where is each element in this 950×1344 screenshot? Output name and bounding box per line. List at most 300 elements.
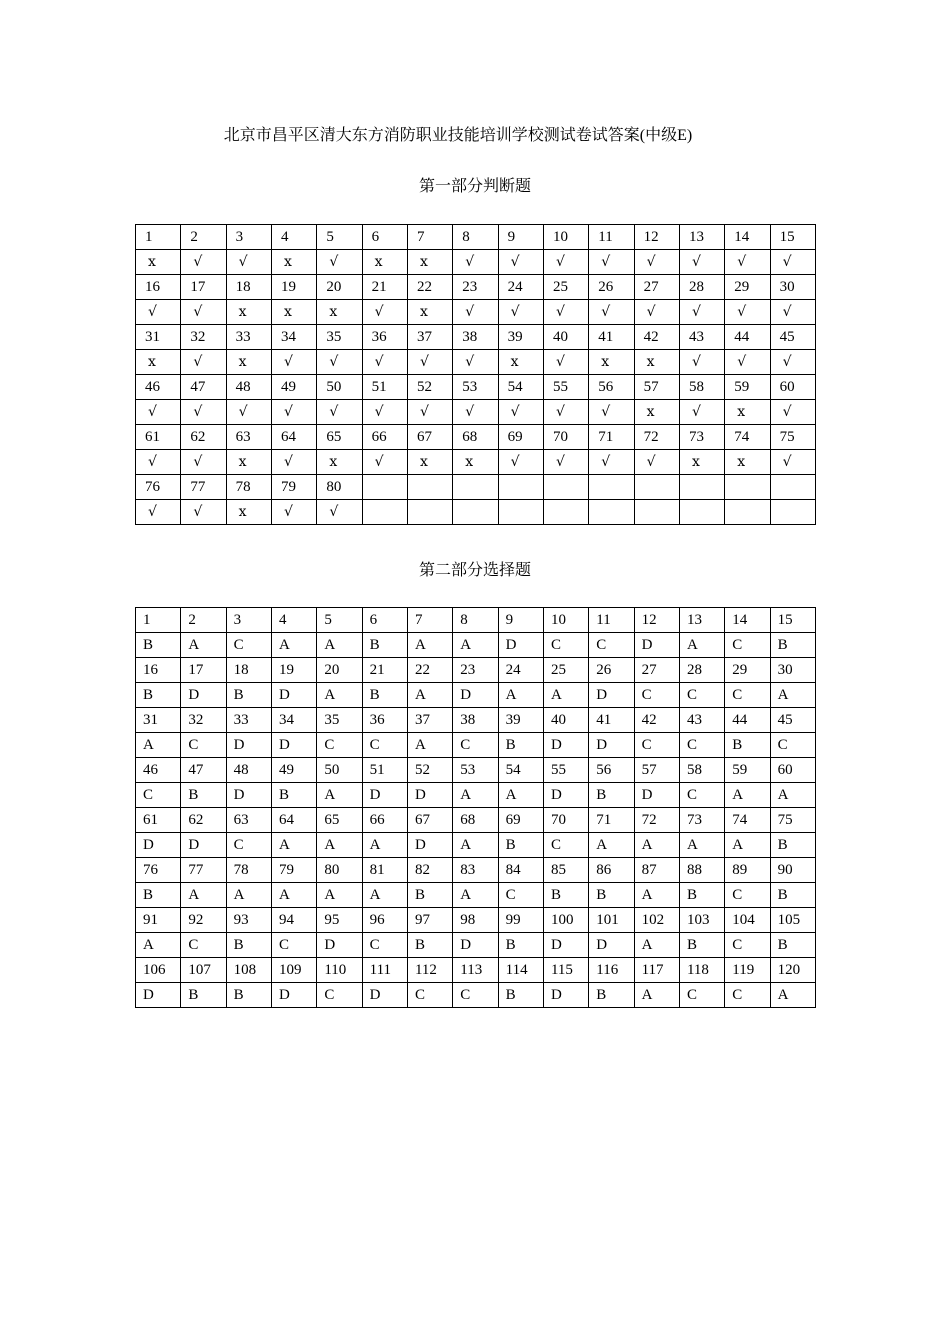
- answer-cell: C: [725, 933, 770, 958]
- answer-cell: D: [181, 833, 226, 858]
- answer-cell: B: [498, 833, 543, 858]
- question-number-cell: 57: [634, 375, 679, 400]
- choice-section-title: 第二部分选择题: [418, 562, 531, 579]
- answer-cell: A: [271, 833, 316, 858]
- answer-cell: √: [362, 400, 407, 425]
- answer-row: [136, 683, 816, 708]
- answer-cell: A: [407, 683, 452, 708]
- question-number-cell: 36: [362, 325, 407, 350]
- answer-cell: B: [770, 833, 815, 858]
- question-number-cell: 107: [181, 958, 226, 983]
- question-number-row: [136, 275, 816, 300]
- question-number-cell: 82: [407, 858, 452, 883]
- question-number-cell: 37: [407, 325, 452, 350]
- answer-row: [136, 500, 816, 525]
- question-number-cell: 10: [543, 608, 588, 633]
- question-number-cell: 39: [498, 325, 543, 350]
- answer-cell: √: [679, 300, 724, 325]
- answer-cell: C: [271, 933, 316, 958]
- answer-cell: √: [136, 450, 181, 475]
- question-number-cell: 70: [543, 808, 588, 833]
- answer-cell: C: [453, 733, 498, 758]
- answer-cell: √: [543, 300, 588, 325]
- question-number-cell: 9: [498, 608, 543, 633]
- question-number-cell: 102: [634, 908, 679, 933]
- question-number-cell: 74: [725, 425, 770, 450]
- question-number-row: [136, 758, 816, 783]
- question-number-cell: 19: [271, 275, 316, 300]
- question-number-cell: [679, 475, 724, 500]
- answer-cell: √: [317, 400, 362, 425]
- answer-cell: D: [226, 733, 271, 758]
- answer-cell: A: [136, 733, 181, 758]
- answer-cell: √: [634, 450, 679, 475]
- question-number-cell: 111: [362, 958, 407, 983]
- answer-cell: D: [543, 933, 588, 958]
- answer-cell: B: [498, 733, 543, 758]
- answer-cell: √: [453, 250, 498, 275]
- question-number-row: [136, 658, 816, 683]
- question-number-cell: 57: [634, 758, 679, 783]
- answer-cell: B: [362, 633, 407, 658]
- question-number-cell: 88: [679, 858, 724, 883]
- answer-cell: B: [362, 683, 407, 708]
- answer-cell: C: [317, 733, 362, 758]
- answer-cell: A: [181, 633, 226, 658]
- answer-cell: D: [589, 683, 634, 708]
- question-number-cell: 112: [407, 958, 452, 983]
- question-number-cell: 23: [453, 658, 498, 683]
- question-number-cell: 47: [181, 375, 226, 400]
- question-number-cell: 70: [543, 425, 588, 450]
- answer-cell: √: [271, 400, 316, 425]
- question-number-cell: 8: [453, 608, 498, 633]
- question-number-cell: 58: [679, 758, 724, 783]
- answer-cell: x: [136, 250, 181, 275]
- question-number-cell: 94: [271, 908, 316, 933]
- question-number-cell: 20: [317, 275, 362, 300]
- question-number-cell: 66: [362, 425, 407, 450]
- question-number-cell: 108: [226, 958, 271, 983]
- answer-cell: C: [725, 883, 770, 908]
- answer-cell: B: [136, 683, 181, 708]
- answer-cell: √: [453, 300, 498, 325]
- answer-cell: [498, 500, 543, 525]
- question-number-cell: 101: [589, 908, 634, 933]
- question-number-cell: 28: [679, 658, 724, 683]
- question-number-cell: 27: [634, 275, 679, 300]
- question-number-cell: 53: [453, 375, 498, 400]
- question-number-cell: 36: [362, 708, 407, 733]
- answer-cell: B: [589, 883, 634, 908]
- question-number-cell: 14: [725, 225, 770, 250]
- question-number-cell: 58: [679, 375, 724, 400]
- question-number-cell: 52: [407, 375, 452, 400]
- question-number-cell: 12: [634, 225, 679, 250]
- question-number-cell: 78: [226, 475, 271, 500]
- answer-cell: √: [589, 450, 634, 475]
- answer-cell: √: [271, 500, 316, 525]
- question-number-row: [136, 475, 816, 500]
- answer-cell: D: [453, 683, 498, 708]
- question-number-cell: 51: [362, 375, 407, 400]
- answer-cell: A: [362, 883, 407, 908]
- question-number-cell: 79: [271, 858, 316, 883]
- answer-cell: √: [543, 350, 588, 375]
- question-number-cell: 13: [679, 225, 724, 250]
- answer-cell: B: [498, 933, 543, 958]
- question-number-cell: 71: [589, 808, 634, 833]
- answer-cell: x: [634, 400, 679, 425]
- answer-cell: √: [770, 400, 815, 425]
- answer-cell: √: [543, 250, 588, 275]
- question-number-cell: 3: [226, 225, 271, 250]
- question-number-cell: 83: [453, 858, 498, 883]
- answer-cell: √: [226, 400, 271, 425]
- answer-cell: D: [543, 783, 588, 808]
- judgment-answer-table: [135, 224, 816, 525]
- answer-cell: [407, 500, 452, 525]
- question-number-cell: 31: [136, 708, 181, 733]
- answer-cell: √: [317, 250, 362, 275]
- answer-cell: √: [498, 300, 543, 325]
- answer-cell: B: [725, 733, 770, 758]
- question-number-cell: 26: [589, 658, 634, 683]
- answer-cell: D: [136, 833, 181, 858]
- question-number-cell: 115: [543, 958, 588, 983]
- question-number-cell: 79: [271, 475, 316, 500]
- answer-cell: D: [271, 683, 316, 708]
- question-number-cell: 74: [725, 808, 770, 833]
- answer-row: [136, 983, 816, 1008]
- answer-cell: x: [226, 450, 271, 475]
- answer-cell: B: [543, 883, 588, 908]
- answer-cell: C: [407, 983, 452, 1008]
- answer-cell: [453, 500, 498, 525]
- answer-cell: √: [136, 300, 181, 325]
- question-number-cell: 1: [136, 608, 181, 633]
- answer-cell: B: [679, 883, 724, 908]
- answer-cell: D: [589, 933, 634, 958]
- question-number-row: [136, 225, 816, 250]
- question-number-row: [136, 908, 816, 933]
- answer-cell: B: [181, 783, 226, 808]
- answer-cell: B: [589, 783, 634, 808]
- question-number-cell: 21: [362, 275, 407, 300]
- question-number-cell: 87: [634, 858, 679, 883]
- answer-cell: A: [226, 883, 271, 908]
- question-number-cell: 73: [679, 808, 724, 833]
- answer-cell: √: [679, 400, 724, 425]
- answer-cell: A: [407, 633, 452, 658]
- question-number-cell: 41: [589, 708, 634, 733]
- question-number-cell: 17: [181, 275, 226, 300]
- answer-cell: B: [226, 933, 271, 958]
- question-number-cell: 15: [770, 225, 815, 250]
- answer-cell: √: [725, 250, 770, 275]
- answer-cell: x: [725, 400, 770, 425]
- answer-cell: x: [226, 350, 271, 375]
- question-number-cell: 105: [770, 908, 815, 933]
- question-number-cell: 44: [725, 708, 770, 733]
- question-number-cell: 7: [407, 608, 452, 633]
- question-number-cell: 7: [407, 225, 452, 250]
- question-number-cell: 42: [634, 708, 679, 733]
- answer-cell: √: [407, 350, 452, 375]
- answer-cell: B: [679, 933, 724, 958]
- answer-cell: C: [634, 733, 679, 758]
- question-number-cell: [407, 475, 452, 500]
- answer-cell: D: [362, 783, 407, 808]
- question-number-cell: 6: [362, 608, 407, 633]
- answer-cell: B: [136, 633, 181, 658]
- answer-cell: D: [226, 783, 271, 808]
- answer-cell: B: [770, 883, 815, 908]
- answer-cell: A: [317, 683, 362, 708]
- answer-cell: √: [271, 350, 316, 375]
- question-number-cell: 56: [589, 375, 634, 400]
- question-number-cell: 78: [226, 858, 271, 883]
- answer-cell: D: [543, 983, 588, 1008]
- answer-cell: √: [634, 300, 679, 325]
- question-number-cell: 62: [181, 808, 226, 833]
- question-number-cell: 118: [679, 958, 724, 983]
- question-number-cell: 40: [543, 325, 588, 350]
- question-number-cell: 51: [362, 758, 407, 783]
- question-number-cell: 97: [407, 908, 452, 933]
- answer-cell: A: [136, 933, 181, 958]
- answer-cell: A: [271, 883, 316, 908]
- question-number-cell: 77: [181, 858, 226, 883]
- question-number-cell: 64: [271, 808, 316, 833]
- question-number-cell: 8: [453, 225, 498, 250]
- question-number-cell: 91: [136, 908, 181, 933]
- answer-cell: C: [679, 683, 724, 708]
- answer-cell: D: [498, 633, 543, 658]
- answer-cell: D: [453, 933, 498, 958]
- answer-cell: A: [770, 983, 815, 1008]
- answer-cell: C: [226, 833, 271, 858]
- question-number-cell: 26: [589, 275, 634, 300]
- answer-cell: x: [679, 450, 724, 475]
- question-number-cell: 63: [226, 808, 271, 833]
- question-number-cell: 80: [317, 858, 362, 883]
- answer-cell: A: [770, 683, 815, 708]
- answer-cell: B: [770, 933, 815, 958]
- question-number-cell: 55: [543, 758, 588, 783]
- answer-cell: A: [589, 833, 634, 858]
- answer-cell: D: [634, 633, 679, 658]
- answer-cell: x: [453, 450, 498, 475]
- answer-cell: D: [136, 983, 181, 1008]
- question-number-cell: 92: [181, 908, 226, 933]
- question-number-cell: 1: [136, 225, 181, 250]
- answer-cell: A: [498, 783, 543, 808]
- answer-cell: D: [181, 683, 226, 708]
- answer-cell: C: [679, 983, 724, 1008]
- choice-answer-table: [135, 607, 816, 1008]
- answer-cell: √: [181, 250, 226, 275]
- answer-cell: √: [770, 300, 815, 325]
- question-number-cell: 22: [407, 275, 452, 300]
- answer-row: [136, 883, 816, 908]
- question-number-cell: 54: [498, 375, 543, 400]
- question-number-cell: 75: [770, 425, 815, 450]
- answer-cell: C: [634, 683, 679, 708]
- question-number-cell: 5: [317, 225, 362, 250]
- question-number-cell: 25: [543, 658, 588, 683]
- answer-cell: C: [136, 783, 181, 808]
- answer-cell: A: [317, 883, 362, 908]
- question-number-row: [136, 808, 816, 833]
- question-number-cell: [634, 475, 679, 500]
- question-number-cell: 53: [453, 758, 498, 783]
- question-number-cell: 45: [770, 325, 815, 350]
- question-number-cell: 73: [679, 425, 724, 450]
- question-number-cell: 50: [317, 375, 362, 400]
- question-number-cell: 48: [226, 375, 271, 400]
- question-number-cell: 32: [181, 708, 226, 733]
- answer-cell: C: [498, 883, 543, 908]
- answer-cell: √: [498, 250, 543, 275]
- question-number-row: [136, 958, 816, 983]
- question-number-cell: 2: [181, 608, 226, 633]
- answer-cell: √: [362, 300, 407, 325]
- question-number-cell: 64: [271, 425, 316, 450]
- question-number-cell: 43: [679, 708, 724, 733]
- question-number-cell: 95: [317, 908, 362, 933]
- question-number-cell: 12: [634, 608, 679, 633]
- question-number-cell: 93: [226, 908, 271, 933]
- question-number-cell: 54: [498, 758, 543, 783]
- answer-cell: √: [770, 250, 815, 275]
- question-number-cell: 30: [770, 658, 815, 683]
- question-number-cell: 11: [589, 225, 634, 250]
- question-number-cell: 43: [679, 325, 724, 350]
- answer-cell: √: [679, 250, 724, 275]
- question-number-cell: 16: [136, 275, 181, 300]
- question-number-cell: 96: [362, 908, 407, 933]
- question-number-cell: 76: [136, 858, 181, 883]
- question-number-cell: 69: [498, 425, 543, 450]
- answer-cell: A: [407, 733, 452, 758]
- question-number-row: [136, 325, 816, 350]
- answer-cell: x: [317, 450, 362, 475]
- question-number-cell: [362, 475, 407, 500]
- answer-cell: A: [770, 783, 815, 808]
- answer-cell: √: [362, 350, 407, 375]
- answer-cell: A: [498, 683, 543, 708]
- question-number-cell: 11: [589, 608, 634, 633]
- answer-cell: C: [453, 983, 498, 1008]
- answer-cell: x: [271, 250, 316, 275]
- question-number-cell: 4: [271, 225, 316, 250]
- question-number-cell: 18: [226, 275, 271, 300]
- answer-cell: x: [136, 350, 181, 375]
- answer-cell: x: [634, 350, 679, 375]
- answer-cell: C: [589, 633, 634, 658]
- answer-cell: A: [453, 783, 498, 808]
- question-number-cell: 34: [271, 708, 316, 733]
- question-number-cell: 4: [271, 608, 316, 633]
- question-number-cell: 18: [226, 658, 271, 683]
- question-number-cell: [453, 475, 498, 500]
- answer-row: [136, 833, 816, 858]
- question-number-cell: 2: [181, 225, 226, 250]
- question-number-row: [136, 425, 816, 450]
- question-number-cell: 27: [634, 658, 679, 683]
- answer-cell: C: [725, 633, 770, 658]
- question-number-cell: 59: [725, 758, 770, 783]
- answer-cell: √: [679, 350, 724, 375]
- question-number-cell: 19: [271, 658, 316, 683]
- question-number-row: [136, 608, 816, 633]
- answer-cell: A: [634, 933, 679, 958]
- answer-cell: √: [453, 350, 498, 375]
- question-number-cell: 59: [725, 375, 770, 400]
- answer-cell: A: [679, 633, 724, 658]
- answer-cell: A: [634, 833, 679, 858]
- question-number-cell: 63: [226, 425, 271, 450]
- answer-cell: √: [317, 500, 362, 525]
- answer-cell: A: [453, 883, 498, 908]
- answer-cell: x: [589, 350, 634, 375]
- answer-cell: √: [589, 250, 634, 275]
- answer-cell: √: [181, 450, 226, 475]
- question-number-cell: 25: [543, 275, 588, 300]
- answer-cell: C: [181, 933, 226, 958]
- question-number-cell: 100: [543, 908, 588, 933]
- question-number-cell: 52: [407, 758, 452, 783]
- question-number-cell: [498, 475, 543, 500]
- answer-cell: √: [271, 450, 316, 475]
- answer-cell: √: [634, 250, 679, 275]
- answer-cell: x: [407, 300, 452, 325]
- answer-cell: B: [271, 783, 316, 808]
- answer-cell: D: [589, 733, 634, 758]
- answer-cell: C: [362, 733, 407, 758]
- answer-row: [136, 783, 816, 808]
- question-number-cell: 81: [362, 858, 407, 883]
- question-number-cell: 77: [181, 475, 226, 500]
- answer-cell: A: [679, 833, 724, 858]
- question-number-cell: 40: [543, 708, 588, 733]
- answer-cell: √: [181, 350, 226, 375]
- question-number-row: [136, 708, 816, 733]
- question-number-cell: 89: [725, 858, 770, 883]
- answer-cell: √: [453, 400, 498, 425]
- question-number-cell: 37: [407, 708, 452, 733]
- answer-cell: √: [407, 400, 452, 425]
- question-number-cell: 21: [362, 658, 407, 683]
- question-number-cell: 13: [679, 608, 724, 633]
- answer-cell: √: [589, 300, 634, 325]
- answer-cell: x: [725, 450, 770, 475]
- question-number-cell: 48: [226, 758, 271, 783]
- question-number-cell: 30: [770, 275, 815, 300]
- question-number-cell: 23: [453, 275, 498, 300]
- question-number-cell: 34: [271, 325, 316, 350]
- question-number-cell: [770, 475, 815, 500]
- question-number-row: [136, 858, 816, 883]
- question-number-cell: 86: [589, 858, 634, 883]
- answer-cell: √: [181, 500, 226, 525]
- answer-cell: x: [362, 250, 407, 275]
- document-title: 北京市昌平区清大东方消防职业技能培训学校测试卷试答案(中级E): [223, 127, 693, 144]
- answer-cell: A: [317, 633, 362, 658]
- question-number-cell: 42: [634, 325, 679, 350]
- answer-cell: [362, 500, 407, 525]
